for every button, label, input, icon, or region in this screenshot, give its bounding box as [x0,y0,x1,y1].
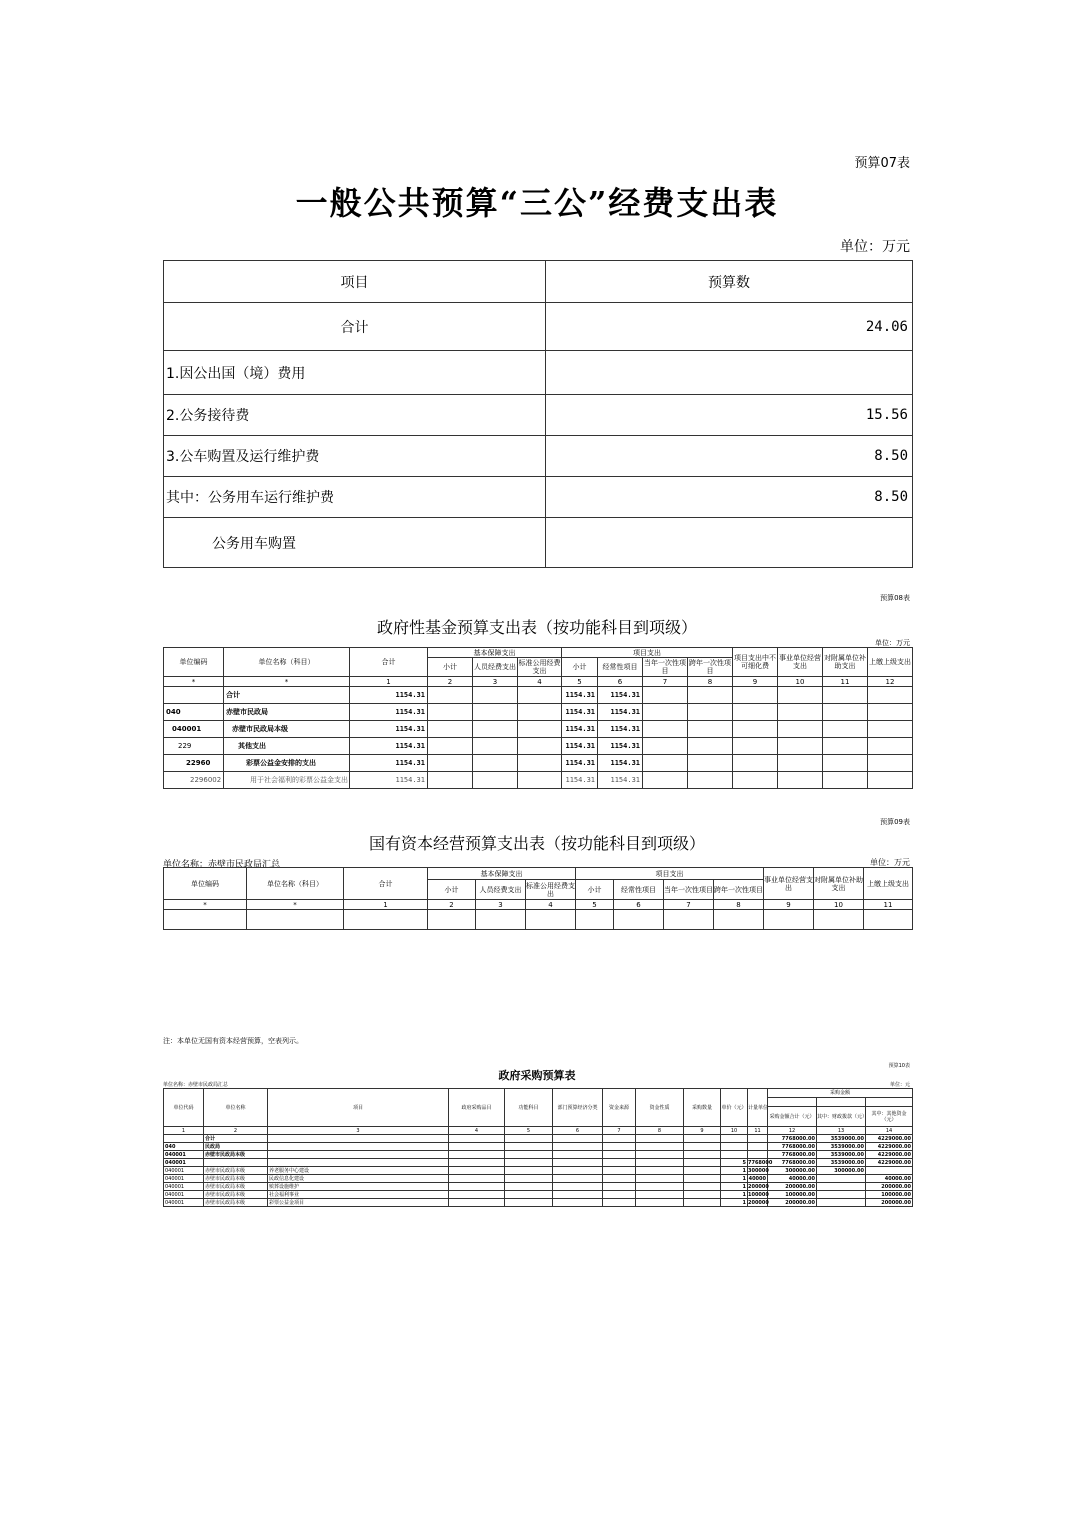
index-cell: 2 [428,677,473,687]
row-name: 合计 [224,687,350,704]
table-cell [603,1191,636,1199]
table-cell [636,1191,684,1199]
table-cell [553,1151,603,1159]
table-cell: 200000 [748,1183,769,1190]
row-item: 合计 [164,303,546,351]
header-cell: 其中：财政拨款（元） [817,1107,866,1127]
header-project: 项目支出 [562,648,733,658]
index-cell: 3 [476,900,526,910]
table-cell [603,1199,636,1207]
table-cell: 4229000.00 [866,1159,913,1167]
table-row [164,721,913,738]
column-header-item: 项目 [164,261,546,303]
header-cell: 采购金额合计（元） [768,1107,817,1127]
index-cell: 7 [603,1127,636,1135]
header-unit-name: 单位名称（科目） [224,648,350,677]
index-cell: 9 [764,900,814,910]
table-cell [721,1135,748,1143]
table-cell [603,1183,636,1191]
header-cell: 计量单位 [748,1089,768,1127]
table-cell: 100000 [748,1191,769,1198]
row-project-sub: 1154.31 [562,738,598,755]
table-cell: 200000.00 [866,1199,913,1207]
index-cell: 9 [684,1127,721,1135]
index-cell: 8 [688,677,733,687]
table-cell [684,1151,721,1159]
row-value: 8.50 [546,477,913,518]
table-cell: 3539000.00 [817,1159,866,1167]
row-code: 040001 [164,721,224,738]
index-cell: 13 [817,1127,866,1135]
index-cell: * [164,677,224,687]
header-col10: 对附属单位补助支出 [814,868,864,900]
index-cell: 10 [814,900,864,910]
header-col9: 项目支出中不可细化费 [733,648,778,677]
table-row [164,687,913,704]
row-code: 22960 [164,755,224,772]
header-basic: 基本保障支出 [428,648,562,658]
table-cell [164,1135,204,1143]
header-cell: 采购数量 [684,1089,721,1127]
page-title: 一般公共预算“三公”经费支出表 [295,184,779,222]
header-cell: 资金来源 [603,1089,636,1127]
table-cell [449,1191,505,1199]
table-cell [748,1151,768,1159]
row-total: 1154.31 [350,772,428,789]
row-value [546,351,913,395]
table-cell: 200000.00 [768,1199,817,1207]
row-project-sub: 1154.31 [562,704,598,721]
index-cell: * [224,677,350,687]
header-project: 项目支出 [576,868,764,880]
index-cell: 5 [562,677,598,687]
header-cell: 采购金额 [768,1089,913,1098]
table-cell [603,1135,636,1143]
table-cell: 赤壁市民政局本级 [204,1175,268,1183]
table-cell: 4229000.00 [866,1151,913,1159]
index-cell: 1 [164,1127,204,1135]
index-cell: 10 [778,677,823,687]
table-note: 注：本单位无国有资本经营预算，空表列示。 [163,1037,303,1045]
header-col10: 事业单位经营支出 [778,648,823,677]
table-cell [636,1135,684,1143]
header-col11: 上缴上级支出 [864,868,913,900]
sub-header: 跨年一次性项目 [689,659,732,675]
row-total: 1154.31 [350,687,428,704]
row-value [546,518,913,568]
header-cell: 资金性质 [636,1089,684,1127]
index-cell: 4 [526,900,576,910]
table-cell [636,1151,684,1159]
index-cell: 5 [505,1127,553,1135]
header-unit-code: 单位编码 [164,648,224,677]
table-cell: 彩票公益金项目 [268,1199,449,1207]
index-cell: 6 [614,900,664,910]
index-cell: 7 [643,677,688,687]
header-basic: 基本保障支出 [428,868,576,880]
header-col12: 上缴上级支出 [868,648,913,677]
index-cell: 6 [553,1127,603,1135]
index-cell: 14 [866,1127,913,1135]
table-cell: 40000.00 [768,1175,817,1183]
table-cell [817,1199,866,1207]
table-cell [636,1175,684,1183]
sub-header: 小计 [428,658,473,677]
table-cell: 7768000.00 [768,1151,817,1159]
table-cell: 赤壁市民政局本级 [204,1183,268,1191]
table-cell [268,1135,449,1143]
table-row [164,910,913,930]
table-cell: 合计 [204,1135,268,1143]
table-code: 预算07表 [854,156,910,171]
table-cell [553,1159,603,1167]
table-cell [505,1135,553,1143]
index-cell: * [247,900,344,910]
index-cell: 1 [350,677,428,687]
row-code: 2296002 [164,772,224,789]
header-cell: 部门预算经济分类 [553,1089,603,1127]
table-cell: 4229000.00 [866,1135,913,1143]
row-project-regular: 1154.31 [598,687,643,704]
index-cell: 3 [268,1127,449,1135]
sub-header: 人员经费支出 [476,880,526,900]
row-project-regular: 1154.31 [598,738,643,755]
header-cell: 功能科目 [505,1089,553,1127]
table-cell [748,1143,768,1151]
table-cell [449,1135,505,1143]
table-cell: 1 [721,1167,748,1175]
table-cell [553,1135,603,1143]
table-cell [268,1151,449,1159]
row-project-regular: 1154.31 [598,755,643,772]
row-total: 1154.31 [350,721,428,738]
unit-label: 单位：元 [889,1082,910,1088]
table-cell: 1 [721,1175,748,1183]
table-cell [449,1175,505,1183]
index-cell: 11 [748,1127,768,1135]
header-col11: 对附属单位补助支出 [823,648,868,677]
table-row [164,772,913,789]
index-cell: 4 [518,677,562,687]
table-cell: 赤壁市民政局本级 [204,1167,268,1175]
table-cell [684,1143,721,1151]
table-cell [684,1135,721,1143]
index-cell: 1 [344,900,428,910]
header-cell: 单位名称 [204,1089,268,1127]
header-cell: 单位代码 [164,1089,204,1127]
index-cell: 8 [714,900,764,910]
unit-label: 单位：万元 [875,639,910,647]
table-cell [684,1183,721,1191]
table-cell: 社会福利事业 [268,1191,449,1199]
table-cell: 1 [721,1183,748,1191]
table-cell [204,1159,268,1167]
table-cell: 040001 [164,1175,204,1183]
row-item: 3.公车购置及运行维护费 [164,436,546,477]
table-cell [721,1143,748,1151]
table-cell: 1 [721,1191,748,1199]
table-cell [505,1183,553,1191]
table-row [164,1143,913,1151]
row-value: 8.50 [546,436,913,477]
row-total: 1154.31 [350,738,428,755]
table-cell: 040001 [164,1159,204,1167]
row-value: 15.56 [546,395,913,436]
sub-header: 人员经费支出 [473,658,518,677]
table-cell [817,1175,866,1183]
table-cell: 40000.00 [866,1175,913,1183]
table-row [164,1151,913,1159]
index-cell: 8 [636,1127,684,1135]
row-name: 赤壁市民政局 [224,704,350,721]
table-cell: 赤壁市民政局本级 [204,1199,268,1207]
table-cell [721,1151,748,1159]
table-row [164,1159,913,1167]
table-cell [684,1191,721,1199]
table-cell [684,1175,721,1183]
row-project-sub: 1154.31 [562,755,598,772]
table-cell [553,1191,603,1199]
sub-header: 经常性项目 [614,880,664,900]
table-cell: 7768000.00 [768,1135,817,1143]
table-cell [684,1199,721,1207]
header-cell: 单价（元） [721,1089,748,1127]
table-cell [553,1167,603,1175]
header-cell: 政府采购品目 [449,1089,505,1127]
index-cell: 10 [721,1127,748,1135]
section-title: 政府采购预算表 [498,1069,576,1082]
header-total: 合计 [344,868,428,900]
row-name: 用于社会福利的彩票公益金支出 [224,772,350,789]
table-cell: 7768000.00 [768,1143,817,1151]
table-cell [636,1183,684,1191]
index-cell: 12 [768,1127,817,1135]
sub-header: 当年一次性项目 [644,659,687,675]
sub-header: 当年一次性项目 [664,880,714,900]
header-total: 合计 [350,648,428,677]
table-cell: 300000 [748,1167,769,1174]
row-name: 赤壁市民政局本级 [224,721,350,738]
table-cell: 7768000 [748,1159,773,1166]
row-project-regular: 1154.31 [598,721,643,738]
table-cell [505,1199,553,1207]
header-unit-name: 单位名称（科目） [247,868,344,900]
table-row [164,1183,913,1191]
table-cell [603,1167,636,1175]
row-code: 229 [164,738,224,755]
index-cell: 7 [664,900,714,910]
table-cell: 3539000.00 [817,1135,866,1143]
table-cell [268,1143,449,1151]
table-row [164,1175,913,1183]
table-cell: 3539000.00 [817,1151,866,1159]
table-cell: 赤壁市民政局本级 [204,1151,268,1159]
table-cell: 100000.00 [866,1191,913,1199]
row-code: 040 [164,704,224,721]
table-cell [553,1199,603,1207]
section-title: 国有资本经营预算支出表（按功能科目到项级） [368,834,705,853]
index-cell: 4 [449,1127,505,1135]
table-cell: 100000.00 [768,1191,817,1199]
table-cell: 300000.00 [768,1167,817,1175]
procurement-table [163,1088,913,1207]
index-cell: * [164,900,247,910]
table-row [164,1191,913,1199]
table-cell: 040001 [164,1183,204,1191]
index-cell: 12 [868,677,913,687]
table-code: 预算08表 [880,594,910,602]
table-cell: 040001 [164,1167,204,1175]
table-cell [505,1191,553,1199]
header-col9: 事业单位经营支出 [764,868,814,900]
table-cell: 民政信息化建设 [268,1175,449,1183]
table-cell [449,1167,505,1175]
index-cell: 2 [428,900,476,910]
row-item: 2.公务接待费 [164,395,546,436]
table-cell [636,1159,684,1167]
table-cell [505,1167,553,1175]
table-cell: 200000.00 [768,1183,817,1191]
row-code [164,687,224,704]
table-code: 预算09表 [880,818,910,826]
header-cell: 项目 [268,1089,449,1127]
table-cell [505,1151,553,1159]
table-cell: 赤壁市民政局本级 [204,1191,268,1199]
table-row [164,704,913,721]
table-cell [449,1183,505,1191]
table-cell [449,1159,505,1167]
index-cell: 5 [576,900,614,910]
table-cell: 养老服务中心建设 [268,1167,449,1175]
table-cell: 300000.00 [817,1167,866,1175]
table-cell [553,1175,603,1183]
table-cell [817,1183,866,1191]
table-cell: 40000 [748,1175,766,1182]
table-cell [817,1191,866,1199]
table-cell: 7768000.00 [768,1159,817,1167]
table-cell [449,1151,505,1159]
table-cell [636,1199,684,1207]
row-name: 彩票公益金安排的支出 [224,755,350,772]
table-row [164,1135,913,1143]
table-cell [268,1159,449,1167]
table-cell [449,1143,505,1151]
sub-header: 经常性项目 [598,658,643,677]
table-cell [505,1143,553,1151]
row-item: 其中：公务用车运行维护费 [164,477,546,518]
table-cell [505,1159,553,1167]
row-total: 1154.31 [350,704,428,721]
table-cell [505,1175,553,1183]
unit-label: 单位：万元 [840,239,910,255]
table-cell: 040001 [164,1151,204,1159]
index-cell: 3 [473,677,518,687]
row-project-sub: 1154.31 [562,721,598,738]
table-cell [553,1143,603,1151]
table-cell [603,1151,636,1159]
table-cell [684,1159,721,1167]
row-project-sub: 1154.31 [562,687,598,704]
three-public-expense-table [163,260,913,568]
table-row [164,1167,913,1175]
row-item: 公务用车购置 [164,518,546,568]
table-row [164,738,913,755]
table-code: 预算10表 [888,1063,910,1069]
row-project-sub: 1154.31 [562,772,598,789]
sub-header: 跨年一次性项目 [714,880,764,900]
table-cell [636,1143,684,1151]
table-cell: 200000.00 [866,1183,913,1191]
table-row [164,755,913,772]
section-title: 政府性基金预算支出表（按功能科目到项级） [376,618,697,637]
header-cell: 其中：其他资金（元） [866,1107,913,1127]
unit-label: 单位：万元 [870,858,910,867]
row-name: 其他支出 [224,738,350,755]
table-cell: 5 [721,1159,748,1167]
index-cell: 9 [733,677,778,687]
index-cell: 11 [864,900,913,910]
table-cell [636,1167,684,1175]
column-header-budget: 预算数 [546,261,913,303]
index-cell: 11 [823,677,868,687]
row-item: 1.因公出国（境）费用 [164,351,546,395]
table-cell: 200000 [748,1199,769,1206]
table-cell: 1 [721,1199,748,1207]
header-unit-code: 单位编码 [164,868,247,900]
row-project-regular: 1154.31 [598,704,643,721]
state-capital-table [163,867,913,930]
table-cell [553,1183,603,1191]
unit-name-label: 单位名称：赤壁市民政局汇总 [163,1082,229,1088]
table-cell: 民政局 [204,1143,268,1151]
table-cell: 4229000.00 [866,1143,913,1151]
table-cell [603,1159,636,1167]
row-value: 24.06 [546,303,913,351]
table-cell: 殡葬设施维护 [268,1183,449,1191]
sub-header: 标准公用经费支出 [518,659,561,675]
table-cell [449,1199,505,1207]
table-cell [684,1167,721,1175]
table-cell: 040001 [164,1191,204,1199]
table-cell [603,1175,636,1183]
sub-header: 小计 [562,658,598,677]
table-cell [748,1135,768,1143]
table-cell: 040 [164,1143,204,1151]
sub-header: 标准公用经费支出 [526,881,575,898]
sub-header: 小计 [576,880,614,900]
row-project-regular: 1154.31 [598,772,643,789]
table-cell: 3539000.00 [817,1143,866,1151]
row-total: 1154.31 [350,755,428,772]
table-row [164,1199,913,1207]
government-fund-table [163,647,913,789]
index-cell: 6 [598,677,643,687]
table-cell: 040001 [164,1199,204,1207]
sub-header: 小计 [428,880,476,900]
table-cell [866,1167,913,1175]
unit-name-label: 单位名称：赤壁市民政局汇总 [163,860,281,870]
index-cell: 2 [204,1127,268,1135]
table-cell [603,1143,636,1151]
